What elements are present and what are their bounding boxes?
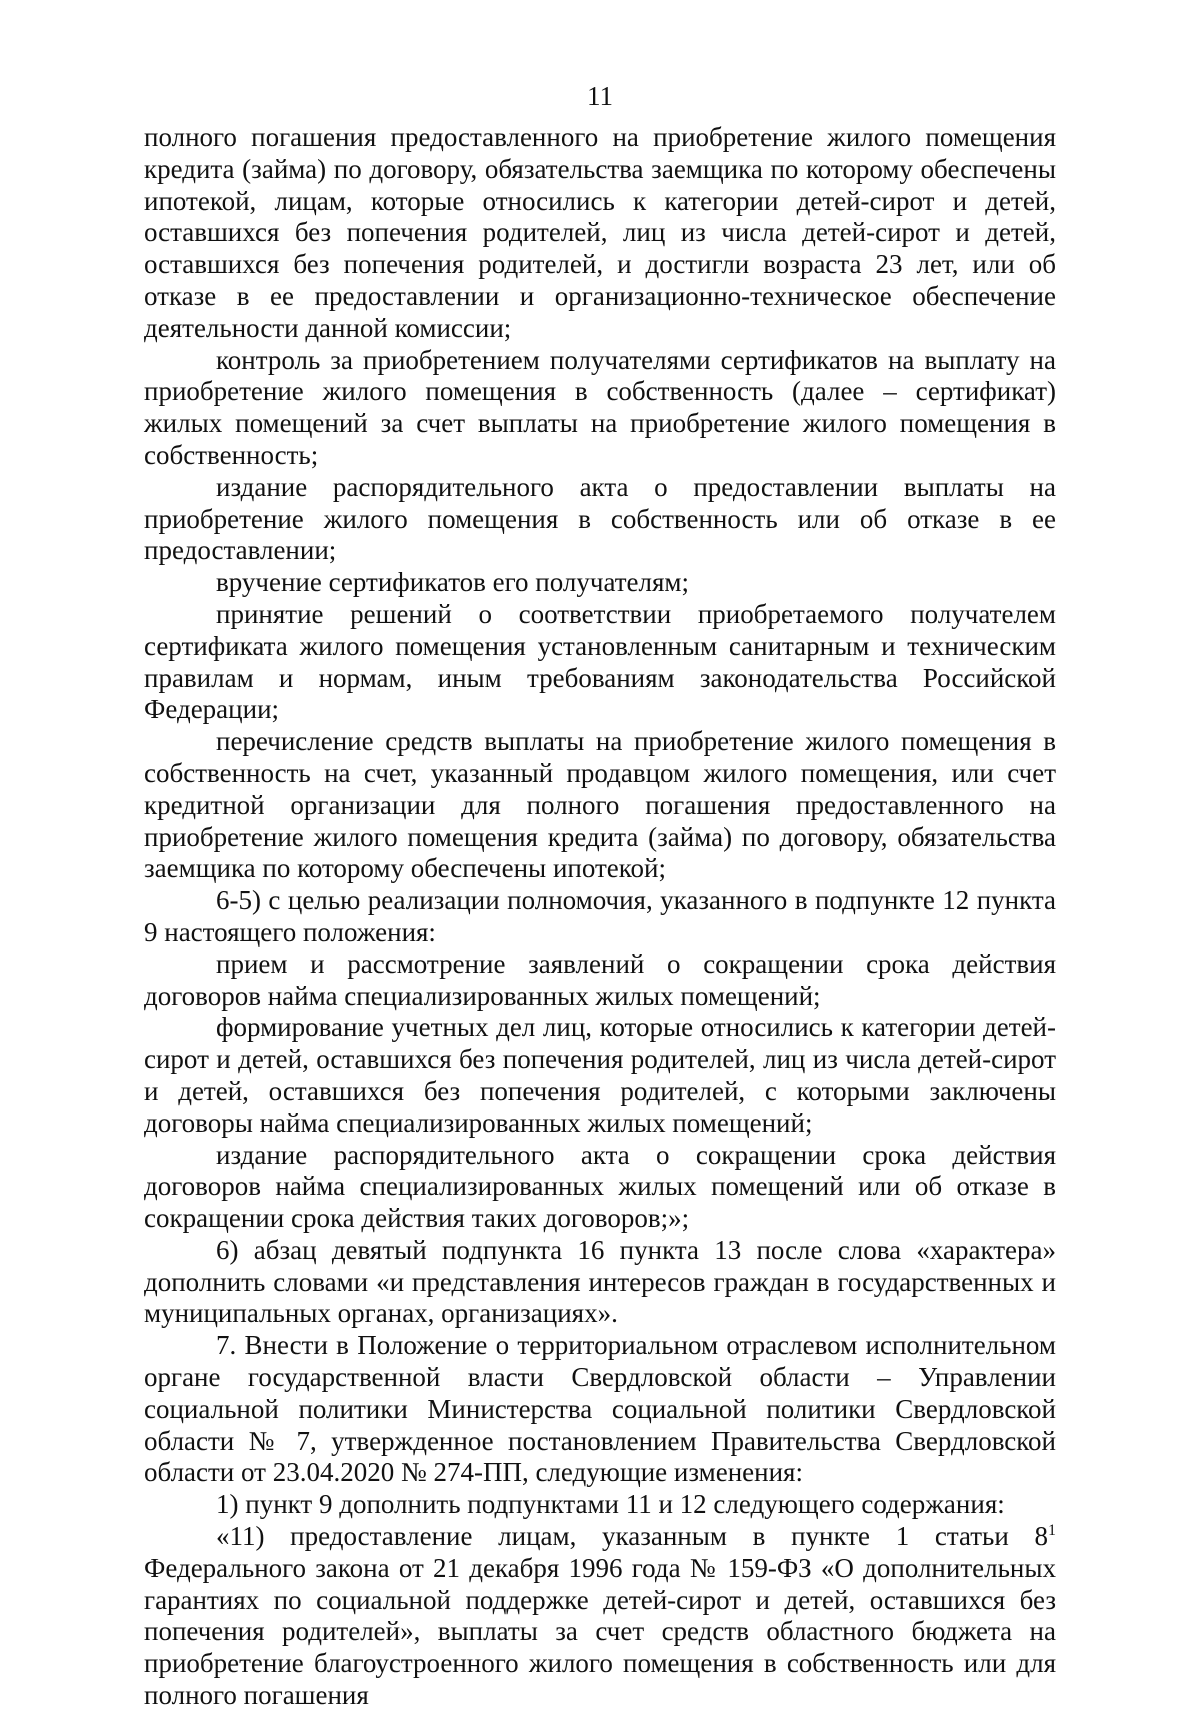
paragraph: контроль за приобретением получателями сертификатов на выплату на приобретение жилого помещения в собственность (далее – сертификат) жилых помещений за счет выплаты на приобретение жилого помещения в собственность; [144, 344, 1056, 470]
paragraph: 6-5) с целью реализации полномочия, указанного в подпункте 12 пункта 9 настоящего положения: [144, 885, 1056, 947]
paragraph: издание распорядительного акта о предоставлении выплаты на приобретение жилого помещения в собственность или об отказе в ее предоставлении; [144, 471, 1056, 566]
paragraph: издание распорядительного акта о сокращении срока действия договоров найма специализированных жилых помещений или об отказе в сокращении срока действия таких договоров;»; [144, 1139, 1056, 1234]
paragraph-text-before: «11) предоставление лицам, указанным в пункте 1 статьи 8 [216, 1521, 1048, 1552]
paragraph-text-after: Федерального закона от 21 декабря 1996 года № 159-ФЗ «О дополнительных гарантиях по социальной поддержке детей-сирот и детей, оставшихся без попечения родителей», выплаты за счет средств областного бюджета на приобретение благоустроенного жилого помещения в собственность или для полного погашения [144, 1552, 1056, 1711]
superscript: 1 [1048, 1522, 1056, 1540]
paragraph: перечисление средств выплаты на приобретение жилого помещения в собственность на счет, указанный продавцом жилого помещения, или счет кредитной организации для полного погашения предоставленного на приобретение жилого помещения кредита (займа) по договору, обязательства заемщика по которому обеспечены ипотекой; [144, 726, 1056, 884]
paragraph: полного погашения предоставленного на приобретение жилого помещения кредита (займа) по договору, обязательства заемщика по которому обеспечены ипотекой, лицам, которые относились к категории детей-сирот и детей, оставшихся без попечения родителей, лиц из числа детей-сирот и детей, оставшихся без попечения родителей, и достигли возраста 23 лет, или об отказе в ее предоставлении и организационно-техническое обеспечение деятельности данной комиссии; [144, 122, 1056, 343]
document-body [144, 122, 1056, 1712]
paragraph: формирование учетных дел лиц, которые относились к категории детей-сирот и детей, оставшихся без попечения родителей, лиц из числа детей-сирот и детей, оставшихся без попечения родителей, с которыми заключены договоры найма специализированных жилых помещений; [144, 1012, 1056, 1138]
paragraph: 6) абзац девятый подпункта 16 пункта 13 после слова «характера» дополнить словами «и представления интересов граждан в государственных и муниципальных органах, организациях». [144, 1234, 1056, 1329]
paragraph: прием и рассмотрение заявлений о сокращении срока действия договоров найма специализированных жилых помещений; [144, 948, 1056, 1011]
paragraph: 1) пункт 9 дополнить подпунктами 11 и 12 следующего содержания: [216, 1489, 1005, 1520]
page-number: 11 [587, 81, 613, 111]
paragraph-with-superscript [144, 1521, 1056, 1712]
paragraph: принятие решений о соответствии приобретаемого получателем сертификата жилого помещения установленным санитарным и техническим правилам и нормам, иным требованиям законодательства Российской Федерации; [144, 598, 1056, 725]
paragraph: 7. Внести в Положение о территориальном отраслевом исполнительном органе государственной власти Свердловской области – Управлении социальной политики Министерства социальной политики Свердловской области № 7, утвержденное постановлением Правительства Свердловской области от 23.04.2020 № 274-ПП, следующие изменения: [144, 1330, 1056, 1488]
paragraph: вручение сертификатов его получателям; [216, 567, 689, 598]
